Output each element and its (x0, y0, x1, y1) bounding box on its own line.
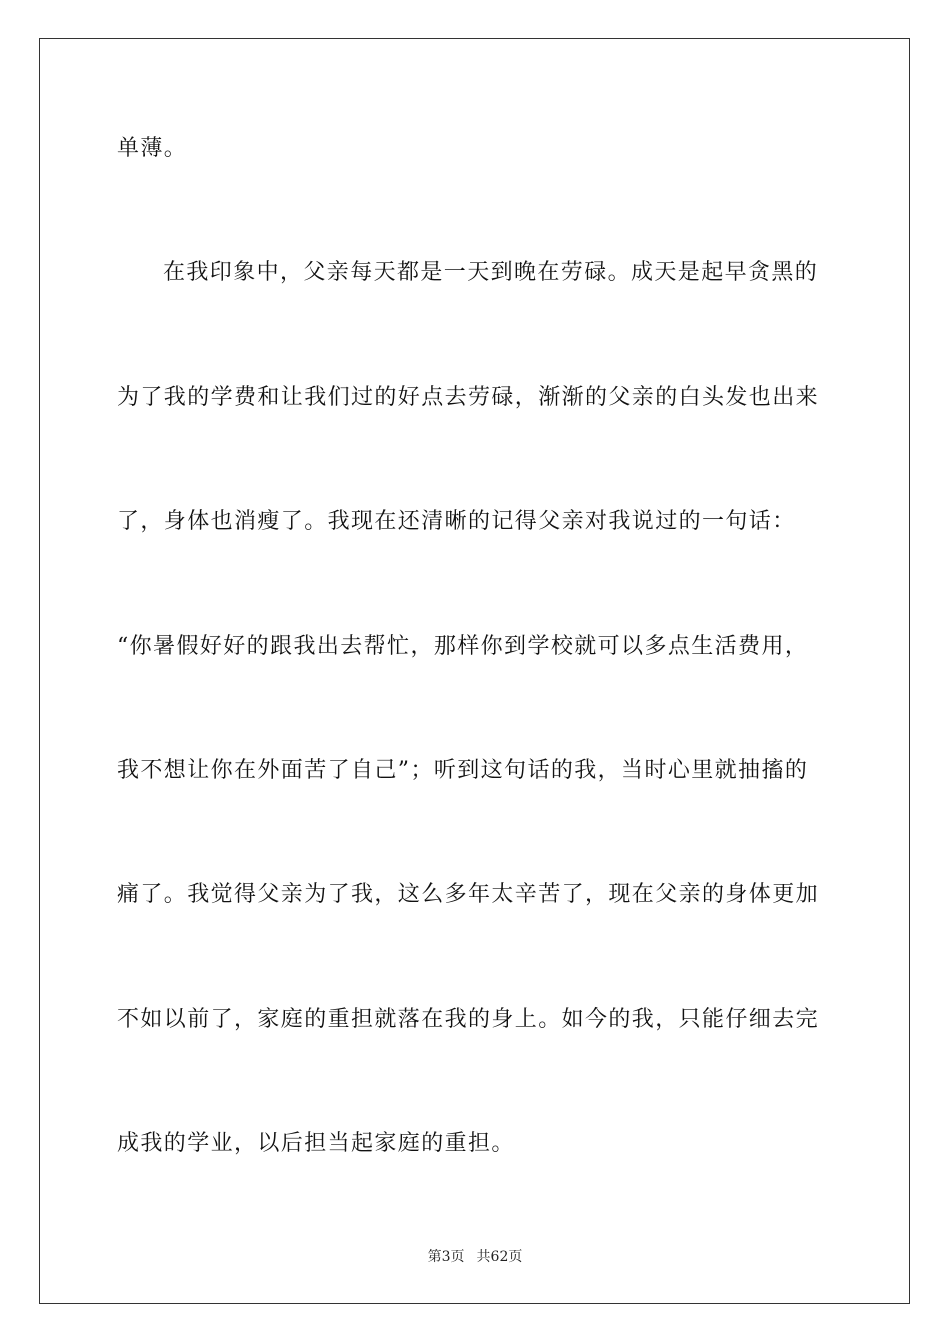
page-footer (0, 1247, 950, 1267)
text-line-2: 在我印象中，父亲每天都是一天到晚在劳碌。成天是起早贪黑的 (163, 260, 819, 285)
text-line-7: 痛了。我觉得父亲为了我，这么多年太辛苦了，现在父亲的身体更加 (117, 882, 820, 907)
total-pages: 共62页 (476, 1249, 523, 1265)
text-line-8: 不如以前了，家庭的重担就落在我的身上。如今的我，只能仔细去完 (117, 1007, 820, 1032)
text-line-3: 为了我的学费和让我们过的好点去劳碌，渐渐的父亲的白头发也出来 (117, 385, 820, 410)
text-line-6: 我不想让你在外面苦了自己”；听到这句话的我，当时心里就抽搐的 (117, 758, 809, 783)
text-line-9: 成我的学业，以后担当起家庭的重担。 (117, 1131, 515, 1156)
text-line-4: 了，身体也消瘦了。我现在还清晰的记得父亲对我说过的一句话： (117, 509, 796, 534)
page-number: 第3页 (427, 1249, 465, 1265)
text-line-1: 单薄。 (117, 136, 188, 161)
text-line-5: “你暑假好好的跟我出去帮忙，那样你到学校就可以多点生活费用， (117, 634, 809, 659)
page-border (39, 38, 910, 1304)
